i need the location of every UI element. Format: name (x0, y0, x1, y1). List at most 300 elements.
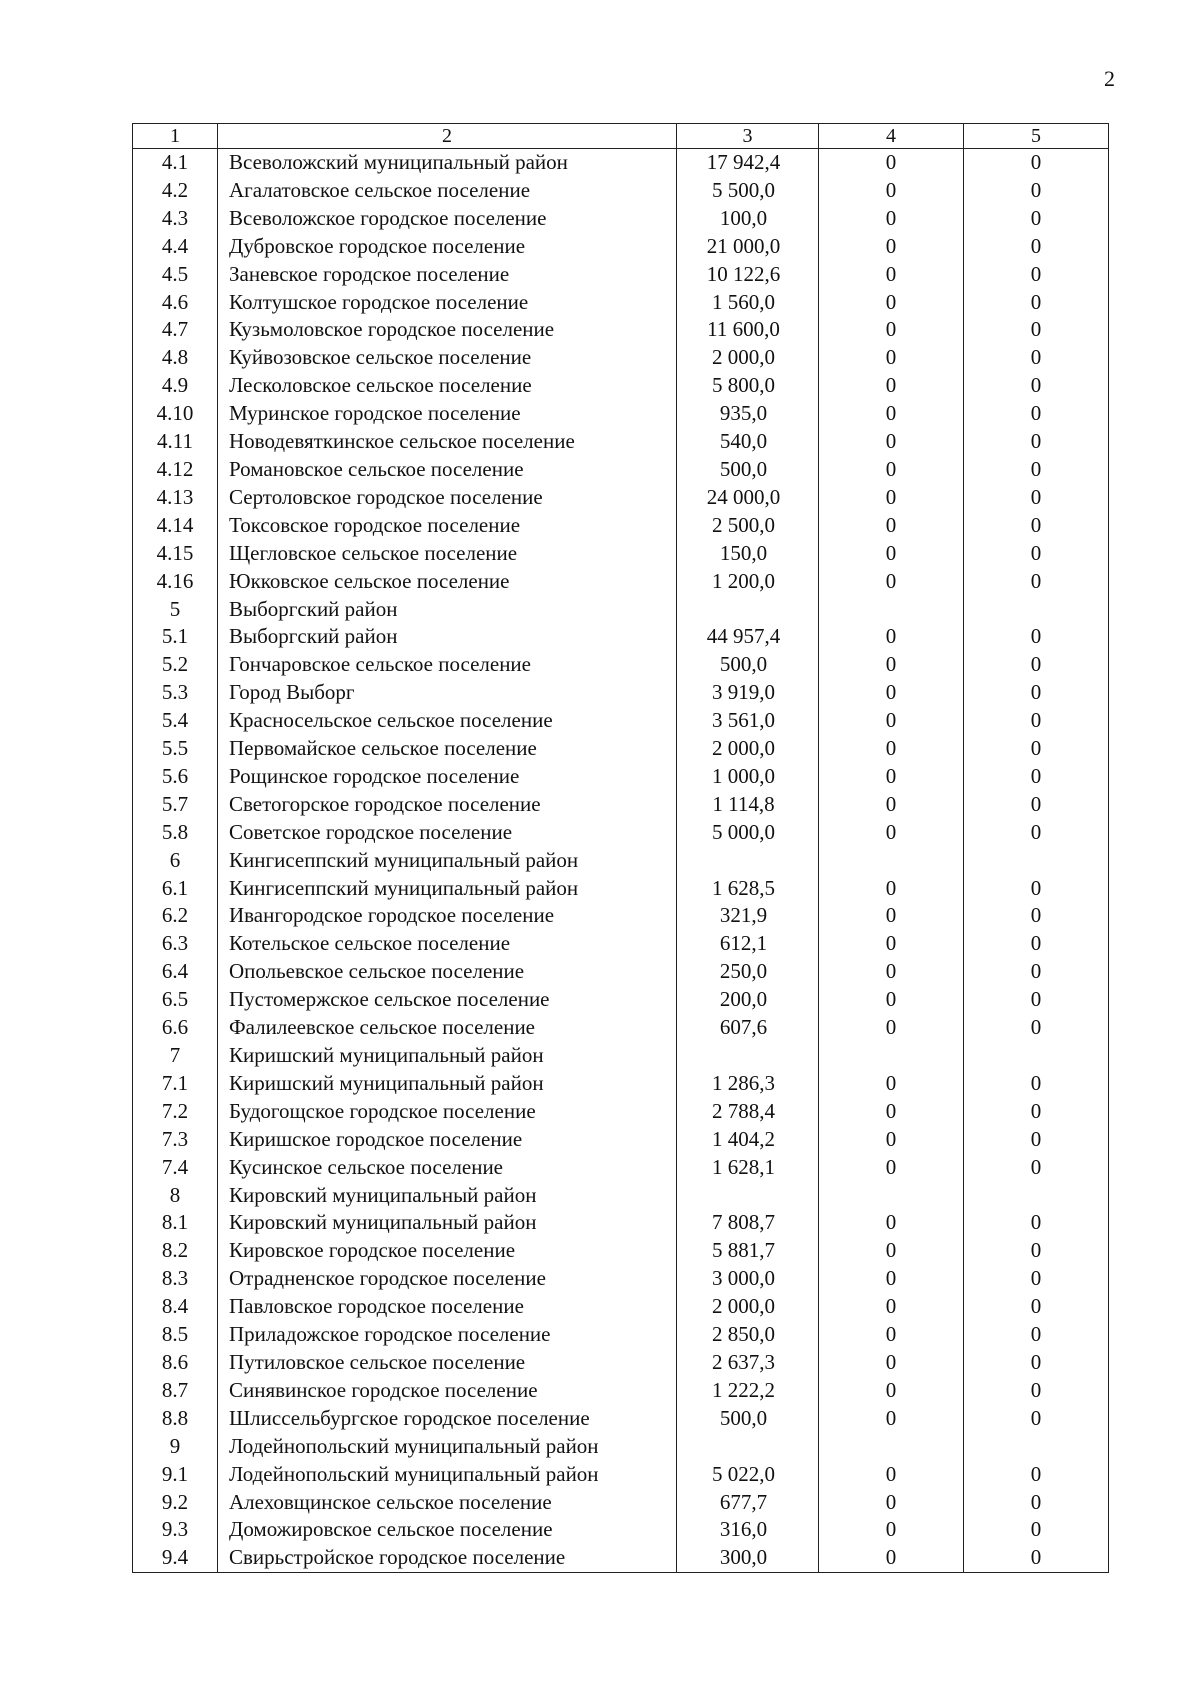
table-row (133, 261, 1109, 289)
column-4-cell: 0 (819, 930, 964, 958)
row-number-cell: 9.4 (133, 1544, 218, 1572)
municipality-name-cell: Сертоловское городское поселение (218, 484, 677, 512)
column-5-cell (964, 1042, 1109, 1070)
column-4-cell: 0 (819, 679, 964, 707)
table-row (133, 958, 1109, 986)
municipality-name-cell: Киришский муниципальный район (218, 1042, 677, 1070)
table-row (133, 484, 1109, 512)
amount-cell: 3 000,0 (677, 1265, 819, 1293)
column-4-cell: 0 (819, 1209, 964, 1237)
column-5-cell: 0 (964, 1265, 1109, 1293)
table-row (133, 1321, 1109, 1349)
column-5-cell (964, 596, 1109, 624)
column-4-cell: 0 (819, 875, 964, 903)
column-5-cell: 0 (964, 679, 1109, 707)
row-number-cell: 4.2 (133, 177, 218, 205)
column-5-cell: 0 (964, 623, 1109, 651)
municipality-name-cell: Выборгский район (218, 623, 677, 651)
amount-cell: 5 000,0 (677, 819, 819, 847)
row-number-cell: 8.1 (133, 1209, 218, 1237)
column-5-cell: 0 (964, 1349, 1109, 1377)
municipality-name-cell: Романовское сельское поселение (218, 456, 677, 484)
column-5-cell: 0 (964, 344, 1109, 372)
row-number-cell: 6.3 (133, 930, 218, 958)
row-number-cell: 5 (133, 596, 218, 624)
column-5-cell: 0 (964, 930, 1109, 958)
table-row (133, 344, 1109, 372)
column-4-cell: 0 (819, 986, 964, 1014)
column-5-cell: 0 (964, 428, 1109, 456)
column-5-cell: 0 (964, 1489, 1109, 1517)
municipality-name-cell: Рощинское городское поселение (218, 763, 677, 791)
municipality-name-cell: Всеволожский муниципальный район (218, 149, 677, 177)
column-5-cell: 0 (964, 902, 1109, 930)
column-5-cell: 0 (964, 1070, 1109, 1098)
municipality-name-cell: Кингисеппский муниципальный район (218, 847, 677, 875)
row-number-cell: 4.6 (133, 289, 218, 317)
column-5-cell: 0 (964, 1154, 1109, 1182)
municipality-name-cell: Шлиссельбургское городское поселение (218, 1405, 677, 1433)
amount-cell (677, 1042, 819, 1070)
table-row (133, 400, 1109, 428)
column-4-cell: 0 (819, 1544, 964, 1572)
municipality-name-cell: Новодевяткинское сельское поселение (218, 428, 677, 456)
table-row (133, 428, 1109, 456)
column-5-cell: 0 (964, 763, 1109, 791)
amount-cell: 1 114,8 (677, 791, 819, 819)
table-row (133, 1209, 1109, 1237)
column-4-cell: 0 (819, 1154, 964, 1182)
column-4-cell: 0 (819, 1265, 964, 1293)
amount-cell: 2 788,4 (677, 1098, 819, 1126)
row-number-cell: 5.3 (133, 679, 218, 707)
column-5-cell: 0 (964, 651, 1109, 679)
municipality-name-cell: Колтушское городское поселение (218, 289, 677, 317)
column-4-cell: 0 (819, 707, 964, 735)
table-row (133, 1237, 1109, 1265)
row-number-cell: 5.1 (133, 623, 218, 651)
municipality-name-cell: Красносельское сельское поселение (218, 707, 677, 735)
column-4-cell: 0 (819, 763, 964, 791)
row-number-cell: 4.14 (133, 512, 218, 540)
row-number-cell: 8.6 (133, 1349, 218, 1377)
municipality-name-cell: Светогорское городское поселение (218, 791, 677, 819)
column-4-cell: 0 (819, 1405, 964, 1433)
column-4-cell: 0 (819, 372, 964, 400)
column-5-cell: 0 (964, 707, 1109, 735)
column-4-cell (819, 1433, 964, 1461)
municipality-name-cell: Гончаровское сельское поселение (218, 651, 677, 679)
column-4-cell: 0 (819, 1489, 964, 1517)
amount-cell: 321,9 (677, 902, 819, 930)
amount-cell: 500,0 (677, 651, 819, 679)
column-5-cell: 0 (964, 986, 1109, 1014)
column-4-cell: 0 (819, 400, 964, 428)
column-4-cell: 0 (819, 1126, 964, 1154)
row-number-cell: 4.16 (133, 568, 218, 596)
amount-cell: 607,6 (677, 1014, 819, 1042)
municipality-name-cell: Свирьстройское городское поселение (218, 1544, 677, 1572)
table-row (133, 205, 1109, 233)
amount-cell: 5 881,7 (677, 1237, 819, 1265)
row-number-cell: 6 (133, 847, 218, 875)
column-5-cell: 0 (964, 289, 1109, 317)
amount-cell (677, 1182, 819, 1210)
table-row (133, 763, 1109, 791)
row-number-cell: 8.3 (133, 1265, 218, 1293)
column-4-cell: 0 (819, 177, 964, 205)
table-row (133, 1293, 1109, 1321)
municipality-name-cell: Токсовское городское поселение (218, 512, 677, 540)
row-number-cell: 4.15 (133, 540, 218, 568)
amount-cell: 17 942,4 (677, 149, 819, 177)
municipality-name-cell: Будогощское городское поселение (218, 1098, 677, 1126)
municipality-name-cell: Киришский муниципальный район (218, 1070, 677, 1098)
municipality-name-cell: Лодейнопольский муниципальный район (218, 1461, 677, 1489)
column-5-cell: 0 (964, 512, 1109, 540)
row-number-cell: 4.7 (133, 316, 218, 344)
amount-cell: 1 200,0 (677, 568, 819, 596)
row-number-cell: 6.5 (133, 986, 218, 1014)
municipality-name-cell: Лодейнопольский муниципальный район (218, 1433, 677, 1461)
table-row (133, 568, 1109, 596)
row-number-cell: 7 (133, 1042, 218, 1070)
column-5-cell: 0 (964, 205, 1109, 233)
table-row (133, 1098, 1109, 1126)
column-5-cell: 0 (964, 819, 1109, 847)
amount-cell: 2 000,0 (677, 344, 819, 372)
column-4-cell: 0 (819, 735, 964, 763)
amount-cell: 5 022,0 (677, 1461, 819, 1489)
municipality-name-cell: Кингисеппский муниципальный район (218, 875, 677, 903)
table-row (133, 512, 1109, 540)
municipality-name-cell: Заневское городское поселение (218, 261, 677, 289)
column-4-cell: 0 (819, 205, 964, 233)
table-row (133, 930, 1109, 958)
column-5-cell: 0 (964, 540, 1109, 568)
amount-cell: 1 628,1 (677, 1154, 819, 1182)
column-4-cell: 0 (819, 484, 964, 512)
municipality-name-cell: Пустомержское сельское поселение (218, 986, 677, 1014)
amount-cell: 316,0 (677, 1516, 819, 1544)
column-4-cell: 0 (819, 1516, 964, 1544)
column-4-cell: 0 (819, 1237, 964, 1265)
column-5-cell: 0 (964, 568, 1109, 596)
row-number-cell: 7.2 (133, 1098, 218, 1126)
amount-cell: 44 957,4 (677, 623, 819, 651)
column-4-cell (819, 1042, 964, 1070)
column-header: 5 (964, 124, 1109, 149)
amount-cell: 1 404,2 (677, 1126, 819, 1154)
municipality-name-cell: Доможировское сельское поселение (218, 1516, 677, 1544)
amount-cell: 1 000,0 (677, 763, 819, 791)
municipality-name-cell: Павловское городское поселение (218, 1293, 677, 1321)
table-row (133, 875, 1109, 903)
row-number-cell: 4.1 (133, 149, 218, 177)
table-row (133, 1070, 1109, 1098)
column-5-cell: 0 (964, 1544, 1109, 1572)
amount-cell: 250,0 (677, 958, 819, 986)
column-4-cell: 0 (819, 1461, 964, 1489)
amount-cell: 2 637,3 (677, 1349, 819, 1377)
municipality-name-cell: Выборгский район (218, 596, 677, 624)
amount-cell: 2 850,0 (677, 1321, 819, 1349)
municipality-name-cell: Дубровское городское поселение (218, 233, 677, 261)
column-4-cell: 0 (819, 344, 964, 372)
row-number-cell: 4.3 (133, 205, 218, 233)
row-number-cell: 8.4 (133, 1293, 218, 1321)
table-row (133, 316, 1109, 344)
column-5-cell: 0 (964, 875, 1109, 903)
row-number-cell: 5.5 (133, 735, 218, 763)
amount-cell: 612,1 (677, 930, 819, 958)
table-row (133, 1014, 1109, 1042)
amount-cell: 2 500,0 (677, 512, 819, 540)
column-header: 1 (133, 124, 218, 149)
table-row (133, 1516, 1109, 1544)
column-5-cell: 0 (964, 1321, 1109, 1349)
municipality-name-cell: Агалатовское сельское поселение (218, 177, 677, 205)
column-4-cell: 0 (819, 1014, 964, 1042)
municipality-name-cell: Муринское городское поселение (218, 400, 677, 428)
column-5-cell: 0 (964, 1516, 1109, 1544)
column-5-cell: 0 (964, 1126, 1109, 1154)
column-4-cell: 0 (819, 1098, 964, 1126)
table-row (133, 372, 1109, 400)
municipality-name-cell: Советское городское поселение (218, 819, 677, 847)
municipality-name-cell: Алеховщинское сельское поселение (218, 1489, 677, 1517)
amount-cell: 1 560,0 (677, 289, 819, 317)
municipality-name-cell: Юкковское сельское поселение (218, 568, 677, 596)
column-5-cell: 0 (964, 261, 1109, 289)
column-4-cell: 0 (819, 651, 964, 679)
amount-cell: 2 000,0 (677, 1293, 819, 1321)
table-row (133, 1377, 1109, 1405)
column-4-cell: 0 (819, 1070, 964, 1098)
table-row (133, 456, 1109, 484)
column-4-cell: 0 (819, 428, 964, 456)
column-header: 4 (819, 124, 964, 149)
table-row (133, 791, 1109, 819)
column-5-cell: 0 (964, 372, 1109, 400)
row-number-cell: 6.4 (133, 958, 218, 986)
row-number-cell: 5.2 (133, 651, 218, 679)
row-number-cell: 9.3 (133, 1516, 218, 1544)
row-number-cell: 7.3 (133, 1126, 218, 1154)
amount-cell: 21 000,0 (677, 233, 819, 261)
amount-cell: 5 800,0 (677, 372, 819, 400)
column-5-cell: 0 (964, 233, 1109, 261)
municipality-name-cell: Всеволожское городское поселение (218, 205, 677, 233)
row-number-cell: 9.2 (133, 1489, 218, 1517)
amount-cell: 2 000,0 (677, 735, 819, 763)
amount-cell: 10 122,6 (677, 261, 819, 289)
municipality-name-cell: Киришское городское поселение (218, 1126, 677, 1154)
municipality-name-cell: Куйвозовское сельское поселение (218, 344, 677, 372)
table-row (133, 1042, 1109, 1070)
municipality-name-cell: Кировское городское поселение (218, 1237, 677, 1265)
row-number-cell: 8.7 (133, 1377, 218, 1405)
column-4-cell: 0 (819, 568, 964, 596)
column-4-cell: 0 (819, 149, 964, 177)
municipality-name-cell: Кировский муниципальный район (218, 1209, 677, 1237)
row-number-cell: 4.11 (133, 428, 218, 456)
amount-cell: 150,0 (677, 540, 819, 568)
column-5-cell: 0 (964, 400, 1109, 428)
amount-cell: 3 561,0 (677, 707, 819, 735)
table-row (133, 1265, 1109, 1293)
municipality-name-cell: Щегловское сельское поселение (218, 540, 677, 568)
table-row (133, 149, 1109, 177)
row-number-cell: 4.12 (133, 456, 218, 484)
row-number-cell: 4.5 (133, 261, 218, 289)
table-row (133, 819, 1109, 847)
table-row (133, 1461, 1109, 1489)
column-5-cell: 0 (964, 1377, 1109, 1405)
table-row (133, 707, 1109, 735)
column-4-cell: 0 (819, 289, 964, 317)
municipality-name-cell: Опольевское сельское поселение (218, 958, 677, 986)
amount-cell: 677,7 (677, 1489, 819, 1517)
column-5-cell: 0 (964, 1209, 1109, 1237)
column-4-cell: 0 (819, 958, 964, 986)
column-4-cell: 0 (819, 1349, 964, 1377)
amount-cell: 11 600,0 (677, 316, 819, 344)
row-number-cell: 8.8 (133, 1405, 218, 1433)
table-row (133, 289, 1109, 317)
amount-cell: 5 500,0 (677, 177, 819, 205)
column-4-cell: 0 (819, 1321, 964, 1349)
column-5-cell: 0 (964, 1461, 1109, 1489)
municipality-name-cell: Ивангородское городское поселение (218, 902, 677, 930)
municipality-name-cell: Кузьмоловское городское поселение (218, 316, 677, 344)
row-number-cell: 4.10 (133, 400, 218, 428)
table-row (133, 1349, 1109, 1377)
column-5-cell (964, 847, 1109, 875)
municipality-name-cell: Котельское сельское поселение (218, 930, 677, 958)
row-number-cell: 9 (133, 1433, 218, 1461)
column-5-cell: 0 (964, 791, 1109, 819)
row-number-cell: 5.7 (133, 791, 218, 819)
column-4-cell: 0 (819, 540, 964, 568)
column-4-cell (819, 596, 964, 624)
column-5-cell: 0 (964, 958, 1109, 986)
table-row (133, 1405, 1109, 1433)
page-number: 2 (1104, 66, 1115, 91)
amount-cell: 300,0 (677, 1544, 819, 1572)
row-number-cell: 5.4 (133, 707, 218, 735)
table-header-row (133, 124, 1109, 149)
municipality-name-cell: Лесколовское сельское поселение (218, 372, 677, 400)
municipality-name-cell: Фалилеевское сельское поселение (218, 1014, 677, 1042)
amount-cell (677, 847, 819, 875)
table-row (133, 986, 1109, 1014)
amount-cell: 100,0 (677, 205, 819, 233)
amount-cell: 7 808,7 (677, 1209, 819, 1237)
amount-cell (677, 596, 819, 624)
table-row (133, 233, 1109, 261)
allocation-table (132, 123, 1109, 1573)
row-number-cell: 6.1 (133, 875, 218, 903)
municipality-name-cell: Приладожское городское поселение (218, 1321, 677, 1349)
column-4-cell (819, 847, 964, 875)
column-header: 2 (218, 124, 677, 149)
column-4-cell: 0 (819, 1293, 964, 1321)
row-number-cell: 8.5 (133, 1321, 218, 1349)
column-4-cell: 0 (819, 623, 964, 651)
column-4-cell: 0 (819, 791, 964, 819)
column-5-cell (964, 1433, 1109, 1461)
column-5-cell: 0 (964, 484, 1109, 512)
column-5-cell: 0 (964, 1098, 1109, 1126)
column-4-cell: 0 (819, 456, 964, 484)
table-row (133, 177, 1109, 205)
amount-cell: 200,0 (677, 986, 819, 1014)
table-row (133, 540, 1109, 568)
column-5-cell: 0 (964, 1405, 1109, 1433)
column-4-cell: 0 (819, 233, 964, 261)
column-4-cell: 0 (819, 1377, 964, 1405)
row-number-cell: 8 (133, 1182, 218, 1210)
column-4-cell (819, 1182, 964, 1210)
column-4-cell: 0 (819, 819, 964, 847)
municipality-name-cell: Кусинское сельское поселение (218, 1154, 677, 1182)
row-number-cell: 5.8 (133, 819, 218, 847)
municipality-name-cell: Отрадненское городское поселение (218, 1265, 677, 1293)
table-row (133, 1126, 1109, 1154)
amount-cell: 500,0 (677, 1405, 819, 1433)
table-row (133, 1182, 1109, 1210)
column-5-cell: 0 (964, 1237, 1109, 1265)
amount-cell: 500,0 (677, 456, 819, 484)
column-5-cell: 0 (964, 149, 1109, 177)
row-number-cell: 9.1 (133, 1461, 218, 1489)
row-number-cell: 8.2 (133, 1237, 218, 1265)
amount-cell (677, 1433, 819, 1461)
column-4-cell: 0 (819, 512, 964, 540)
table-row (133, 623, 1109, 651)
row-number-cell: 5.6 (133, 763, 218, 791)
row-number-cell: 7.4 (133, 1154, 218, 1182)
row-number-cell: 4.9 (133, 372, 218, 400)
table-row (133, 1489, 1109, 1517)
table-row (133, 651, 1109, 679)
table-row (133, 1544, 1109, 1572)
table-row (133, 847, 1109, 875)
municipality-name-cell: Путиловское сельское поселение (218, 1349, 677, 1377)
row-number-cell: 4.8 (133, 344, 218, 372)
column-4-cell: 0 (819, 902, 964, 930)
table-row (133, 1433, 1109, 1461)
table-row (133, 735, 1109, 763)
amount-cell: 935,0 (677, 400, 819, 428)
row-number-cell: 6.2 (133, 902, 218, 930)
municipality-name-cell: Первомайское сельское поселение (218, 735, 677, 763)
amount-cell: 540,0 (677, 428, 819, 456)
column-5-cell: 0 (964, 1293, 1109, 1321)
table-row (133, 902, 1109, 930)
table-row (133, 679, 1109, 707)
municipality-name-cell: Кировский муниципальный район (218, 1182, 677, 1210)
amount-cell: 1 286,3 (677, 1070, 819, 1098)
row-number-cell: 6.6 (133, 1014, 218, 1042)
column-5-cell: 0 (964, 456, 1109, 484)
column-5-cell: 0 (964, 177, 1109, 205)
table-row (133, 596, 1109, 624)
column-5-cell: 0 (964, 735, 1109, 763)
column-4-cell: 0 (819, 261, 964, 289)
municipality-name-cell: Город Выборг (218, 679, 677, 707)
